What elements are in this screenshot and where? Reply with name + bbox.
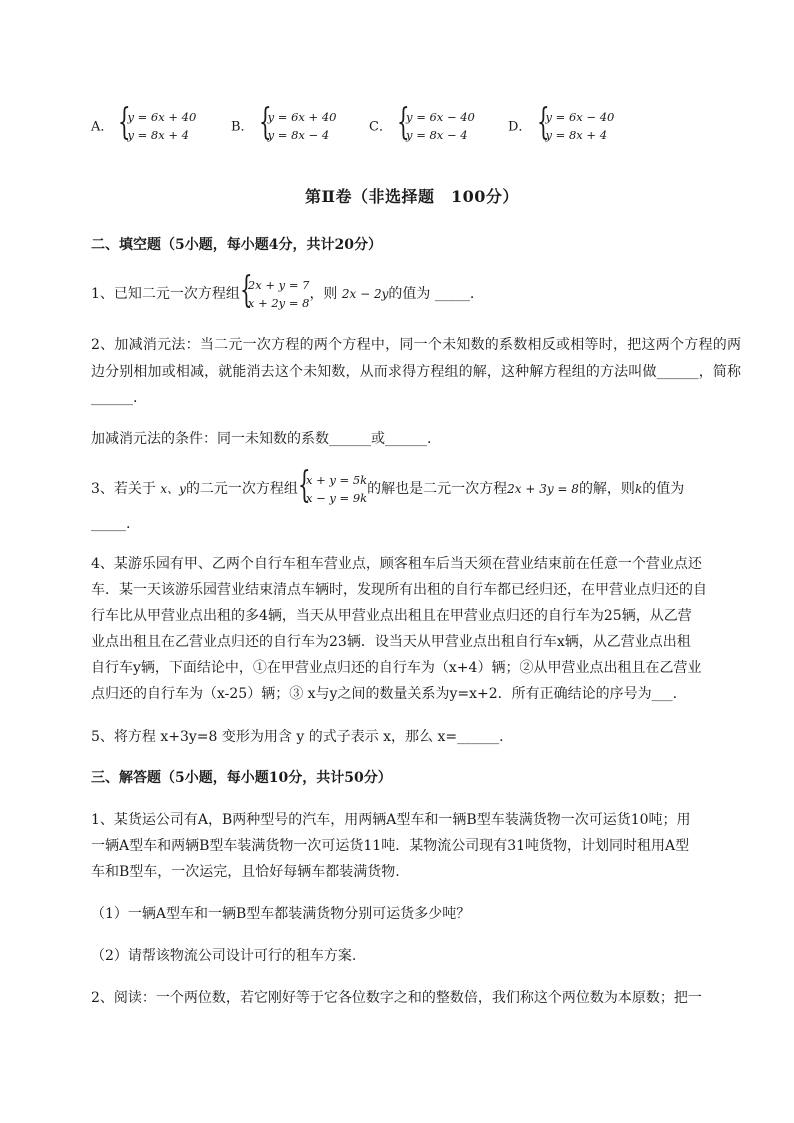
brace-icon: { — [239, 270, 253, 311]
equation: y = 6x + 40 — [267, 110, 337, 124]
equation: 2x + y = 7 — [247, 278, 310, 292]
q3-equation: 2x + 3y = 8 — [507, 482, 579, 496]
option-label: A． — [91, 119, 114, 135]
question-2: 2、加减消元法：当二元一次方程的两个方程中，同一个未知数的系数相反或相等时，把这两个方程的两边分别相加或相减，就能消去这个未知数，从而求得方程组的解，这种解方程组的方法叫做______，简称______. — [91, 337, 741, 406]
q1-prefix: 1、已知二元一次方程组 — [91, 286, 240, 302]
brace-icon: { — [397, 102, 410, 143]
equation: y = 8x − 4 — [267, 128, 330, 142]
s3q1-line: 车和B型车，一次运完，且恰好每辆车都装满货物. — [91, 864, 400, 880]
option-a — [91, 102, 197, 144]
equation-system — [239, 270, 310, 312]
section3-heading: 三、解答题（5小题，每小题10分，共计50分） — [91, 770, 392, 786]
equation-system — [258, 102, 337, 144]
q3-mid3: 的解，则 — [578, 481, 635, 497]
q3-blank: _____. — [91, 516, 131, 532]
equation: x + y = 5k — [305, 473, 368, 487]
s3q1-sub2: （2）请帮该物流公司设计可行的租车方案. — [91, 948, 357, 964]
s3q2-line: 2、阅读：一个两位数，若它刚好等于它各位数字之和的整数倍，我们称这个两位数为本原数；把一 — [91, 990, 702, 1006]
q3-mid: 的二元一次方程组 — [185, 481, 298, 497]
q4-line: 自行车y辆，下面结论中，①在甲营业点归还的自行车为（x+4）辆；②从甲营业点出租且在乙营业 — [91, 660, 702, 676]
option-c — [369, 102, 475, 144]
brace-icon: { — [297, 465, 311, 506]
equation: y = 6x − 40 — [406, 110, 475, 124]
s3q1-line: 一辆A型车和两辆B型车装满货物一次可运货11吨．某物流公司现有31吨货物，计划同时租用A型 — [91, 838, 690, 854]
s3q1-sub1: （1）一辆A型车和一辆B型车都装满货物分别可运货多少吨？ — [91, 906, 471, 922]
section2-heading: 二、填空题（5小题，每小题4分，共计20分） — [91, 237, 382, 253]
equation: y = 8x + 4 — [127, 128, 189, 142]
q3-mid2: 的解也是二元一次方程 — [367, 481, 508, 497]
equation: x + 2y = 8 — [247, 296, 310, 310]
question-5: 5、将方程 x+3y=8 变形为用含 y 的式子表示 x，那么 x=______. — [91, 729, 504, 745]
option-d — [508, 102, 615, 144]
brace-icon: { — [258, 102, 272, 143]
equation: y = 8x − 4 — [406, 128, 468, 142]
q4-line: 车．某一天该游乐园营业结束清点车辆时，发现所有出租的自行车都已经归还，在甲营业点归还的自 — [91, 582, 707, 598]
q3-suffix: 的值为 — [642, 481, 685, 497]
brace-icon: { — [536, 102, 550, 143]
equation: x − y = 9k — [305, 491, 368, 505]
equation-system — [397, 102, 475, 144]
s3q1-line: 1、某货运公司有A，B两种型号的汽车，用两辆A型车和一辆B型车装满货物一次可运货10吨；用 — [91, 812, 691, 828]
option-label: D． — [508, 119, 532, 135]
q4-line: 点归还的自行车为（x-25）辆；③ x与y之间的数量关系为y=x+2．所有正确结论的序号为___. — [91, 686, 678, 702]
equation-system — [297, 465, 368, 507]
q3-k: k — [634, 482, 643, 496]
part2-title: 第Ⅱ卷（非选择题 100分） — [305, 187, 519, 206]
q4-line: 4、某游乐园有甲、乙两个自行车租车营业点，顾客租车后当天须在营业结束前在任意一个营业点还 — [91, 556, 702, 572]
equation: y = 6x + 40 — [127, 110, 197, 124]
brace-icon: { — [118, 102, 132, 143]
option-label: B． — [231, 119, 254, 135]
q4-line: 行车比从甲营业点出租的多4辆，当天从甲营业点出租且在甲营业点归还的自行车为25辆，从乙营 — [91, 608, 692, 624]
q1-expression: 2x − 2y — [341, 287, 389, 301]
q3-vars: x、y — [160, 482, 186, 496]
equation: y = 6x − 40 — [545, 110, 615, 124]
option-b — [231, 102, 337, 144]
q1-suffix-a: ，则 — [309, 286, 338, 302]
q2-condition: 加减消元法的条件：同一未知数的系数______或______. — [91, 431, 432, 447]
question-1 — [91, 270, 475, 312]
q1-suffix-b: 的值为 _____. — [388, 286, 475, 302]
equation-system — [536, 102, 615, 144]
equation-system — [118, 102, 197, 144]
q4-line: 业点出租且在乙营业点归还的自行车为23辆．设当天从甲营业点出租自行车x辆，从乙营业点出租 — [91, 634, 691, 650]
equation: y = 8x + 4 — [545, 128, 608, 142]
question-3 — [91, 465, 685, 507]
q3-prefix: 3、若关于 — [91, 481, 156, 497]
option-label: C． — [369, 119, 392, 135]
